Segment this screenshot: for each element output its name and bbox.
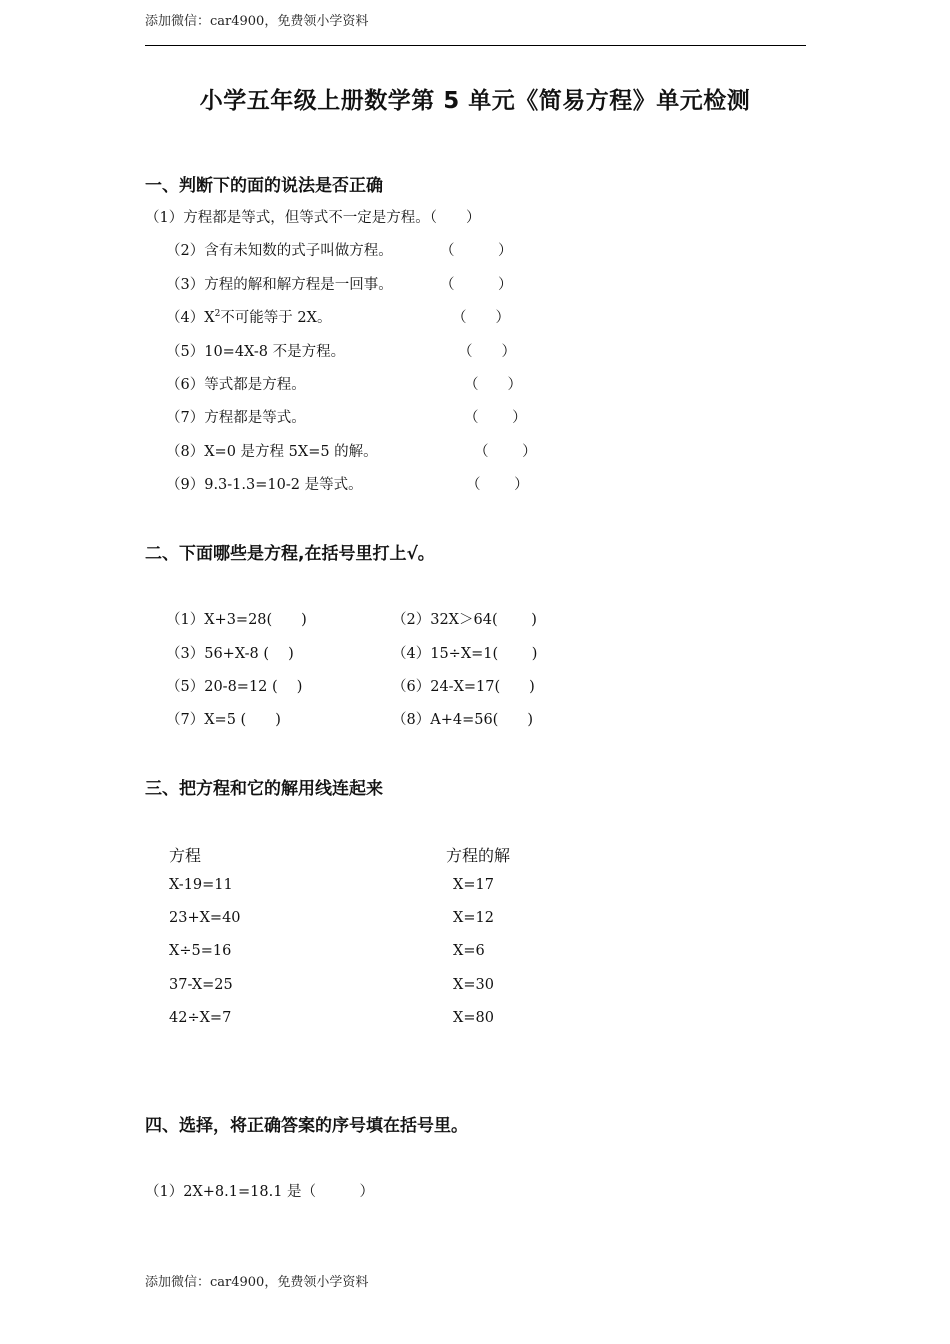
equation-check-item[interactable]: （2）32X＞64( ) [392, 612, 537, 628]
judge-item-4-text-pre: （4）X [166, 310, 215, 326]
matching-equation[interactable]: X-19=11 [169, 877, 233, 893]
judge-item-3-paren[interactable]: （ ） [440, 277, 513, 293]
matching-solution[interactable]: X=30 [453, 977, 494, 993]
judge-item-2 [166, 239, 393, 260]
judge-item-4 [166, 306, 331, 327]
matching-solution[interactable]: X=6 [453, 943, 485, 959]
judge-item-1 [145, 206, 480, 227]
section-4-heading: 四、选择，将正确答案的序号填在括号里。 [145, 1116, 468, 1136]
matching-solution[interactable]: X=12 [453, 910, 494, 926]
judge-item-8-text: （8）X=0 是方程 5X=5 的解。 [166, 444, 378, 460]
judge-item-6-paren[interactable]: （ ） [464, 377, 522, 393]
judge-item-9-text: （9）9.3-1.3=10-2 是等式。 [166, 477, 363, 493]
matching-equation[interactable]: 37-X=25 [169, 977, 233, 993]
judge-item-1-text: （1）方程都是等式，但等式不一定是方程。 [145, 210, 430, 226]
judge-item-5-text: （5）10=4X-8 不是方程。 [166, 344, 346, 360]
equation-check-item[interactable]: （7）X=5 ( ) [166, 712, 281, 728]
judge-item-8-paren[interactable]: （ ） [474, 444, 537, 460]
equation-column-header: 方程 [169, 846, 202, 865]
judge-item-7-text: （7）方程都是等式。 [166, 410, 306, 426]
judge-item-9 [166, 473, 363, 494]
section-2-heading: 二、下面哪些是方程,在括号里打上√。 [145, 544, 435, 564]
judge-item-5 [166, 340, 345, 361]
judge-item-2-paren[interactable]: （ ） [440, 243, 513, 259]
equation-check-item[interactable]: （8）A+4=56( ) [392, 712, 533, 728]
judge-item-4-paren[interactable]: （ ） [452, 310, 510, 326]
solution-column-header: 方程的解 [446, 846, 511, 865]
judge-item-6-text: （6）等式都是方程。 [166, 377, 306, 393]
judge-item-2-text: （2）含有未知数的式子叫做方程。 [166, 243, 393, 259]
equation-check-item[interactable]: （6）24-X=17( ) [392, 679, 535, 695]
judge-item-4-superscript: 2 [214, 309, 221, 319]
judge-item-6 [166, 373, 306, 394]
matching-equation[interactable]: 42÷X=7 [169, 1010, 232, 1026]
section-3-heading: 三、把方程和它的解用线连起来 [145, 779, 383, 799]
equation-check-item[interactable]: （3）56+X-8 ( ) [166, 646, 294, 662]
matching-solution[interactable]: X=80 [453, 1010, 494, 1026]
judge-item-8 [166, 440, 378, 461]
judge-item-3 [166, 273, 393, 294]
judge-item-9-paren[interactable]: （ ） [466, 477, 529, 493]
header-divider [145, 45, 806, 46]
page-title: 小学五年级上册数学第 5 单元《简易方程》单元检测 [199, 88, 751, 114]
judge-item-7-paren[interactable]: （ ） [464, 410, 527, 426]
equation-check-item[interactable]: （5）20-8=12 ( ) [166, 679, 303, 695]
choice-item-1[interactable]: （1）2X+8.1=18.1 是（ ） [145, 1184, 375, 1200]
footer-note: 添加微信：car4900，免费领小学资料 [145, 1275, 369, 1290]
equation-check-item[interactable]: （4）15÷X=1( ) [392, 646, 538, 662]
judge-item-3-text: （3）方程的解和解方程是一回事。 [166, 277, 393, 293]
section-1-heading: 一、判断下的面的说法是否正确 [145, 176, 383, 196]
matching-equation[interactable]: 23+X=40 [169, 910, 241, 926]
judge-item-4-text-post: 不可能等于 2X。 [220, 310, 332, 326]
equation-check-item[interactable]: （1）X+3=28( ) [166, 612, 307, 628]
judge-item-5-paren[interactable]: （ ） [458, 344, 516, 360]
judge-item-1-paren[interactable]: （ ） [429, 210, 481, 226]
matching-equation[interactable]: X÷5=16 [169, 943, 232, 959]
judge-item-7 [166, 406, 306, 427]
header-note: 添加微信：car4900，免费领小学资料 [145, 14, 369, 29]
matching-solution[interactable]: X=17 [453, 877, 494, 893]
